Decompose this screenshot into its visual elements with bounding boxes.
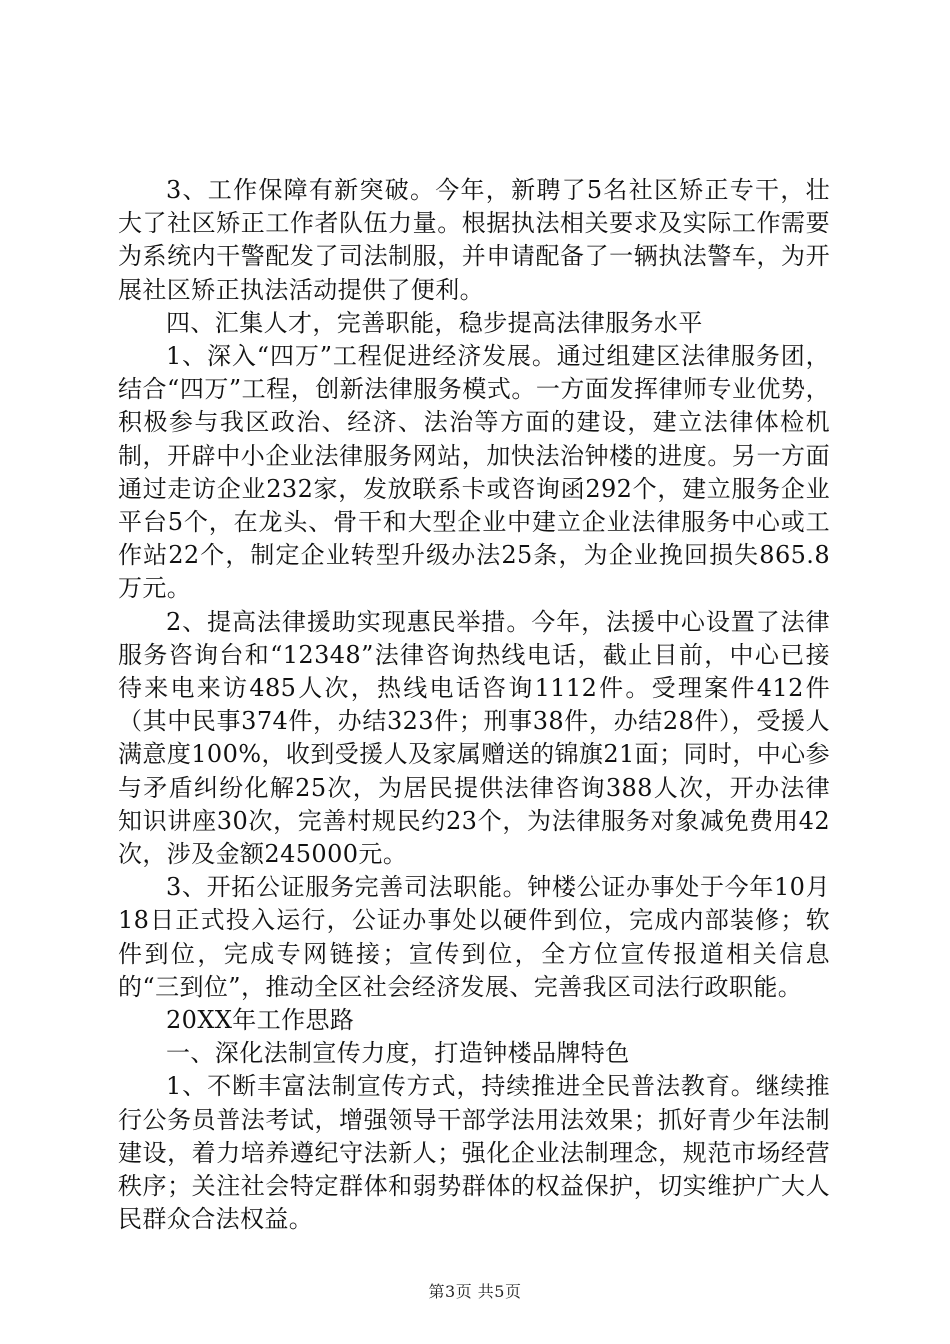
paragraph-legal-education: 1、不断丰富法制宣传方式，持续推进全民普法教育。继续推行公务员普法考试，增强领导干部学法用法效果；抓好青少年法制建设，着力培养遵纪守法新人；强化企业法制理念，规范市场经营秩序；关注社会特定群体和弱势群体的权益保护，切实维护广大人民群众合法权益。 [118,1072,830,1234]
page-number-footer: 第3页 共5页 [428,1282,522,1301]
paragraph-four-wan-project: 1、深入“四万”工程促进经济发展。通过组建区法律服务团，结合“四万”工程，创新法律服务模式。一方面发挥律师专业优势，积极参与我区政治、经济、法治等方面的建设，建立法律体检机制，开辟中小企业法律服务网站，加快法治钟楼的进度。另一方面通过走访企业232家，发放联系卡或咨询函292个，建立服务企业平台5个，在龙头、骨干和大型企业中建立企业法律服务中心或工作站22个，制定企业转型升级办法25条，为企业挽回损失865.8万元。 [118,342,830,603]
paragraph-notary-services: 3、开拓公证服务完善司法职能。钟楼公证办事处于今年10月18日正式投入运行，公证办事处以硬件到位，完成内部装修；软件到位，完成专网链接；宣传到位，全方位宣传报道相关信息的“三到位”，推动全区社会经济发展、完善我区司法行政职能。 [118,873,830,1001]
section-heading-work-plan: 20XX年工作思路 [166,1006,355,1035]
section-heading-legal-services: 四、汇集人才，完善职能，稳步提高法律服务水平 [166,308,703,337]
document-body [118,174,830,1237]
section-heading-legal-publicity: 一、深化法制宣传力度，打造钟楼品牌特色 [166,1039,630,1068]
paragraph-legal-aid: 2、提高法律援助实现惠民举措。今年，法援中心设置了法律服务咨询台和“12348”法律咨询热线电话，截止目前，中心已接待来电来访485人次，热线电话咨询1112件。受理案件412件（其中民事374件，办结323件；刑事38件，办结28件），受援人满意度100%，收到受援人及家属赠送的锦旗21面；同时，中心参与矛盾纠纷化解25次，为居民提供法律咨询388人次，开办法律知识讲座30次，完善村规民约23个，为法律服务对象减免费用42次，涉及金额245000元。 [118,607,830,869]
paragraph-work-guarantee: 3、工作保障有新突破。今年，新聘了5名社区矫正专干，壮大了社区矫正工作者队伍力量。根据执法相关要求及实际工作需要为系统内干警配发了司法制服，并申请配备了一辆执法警车，为开展社区矫正执法活动提供了便利。 [118,176,830,304]
